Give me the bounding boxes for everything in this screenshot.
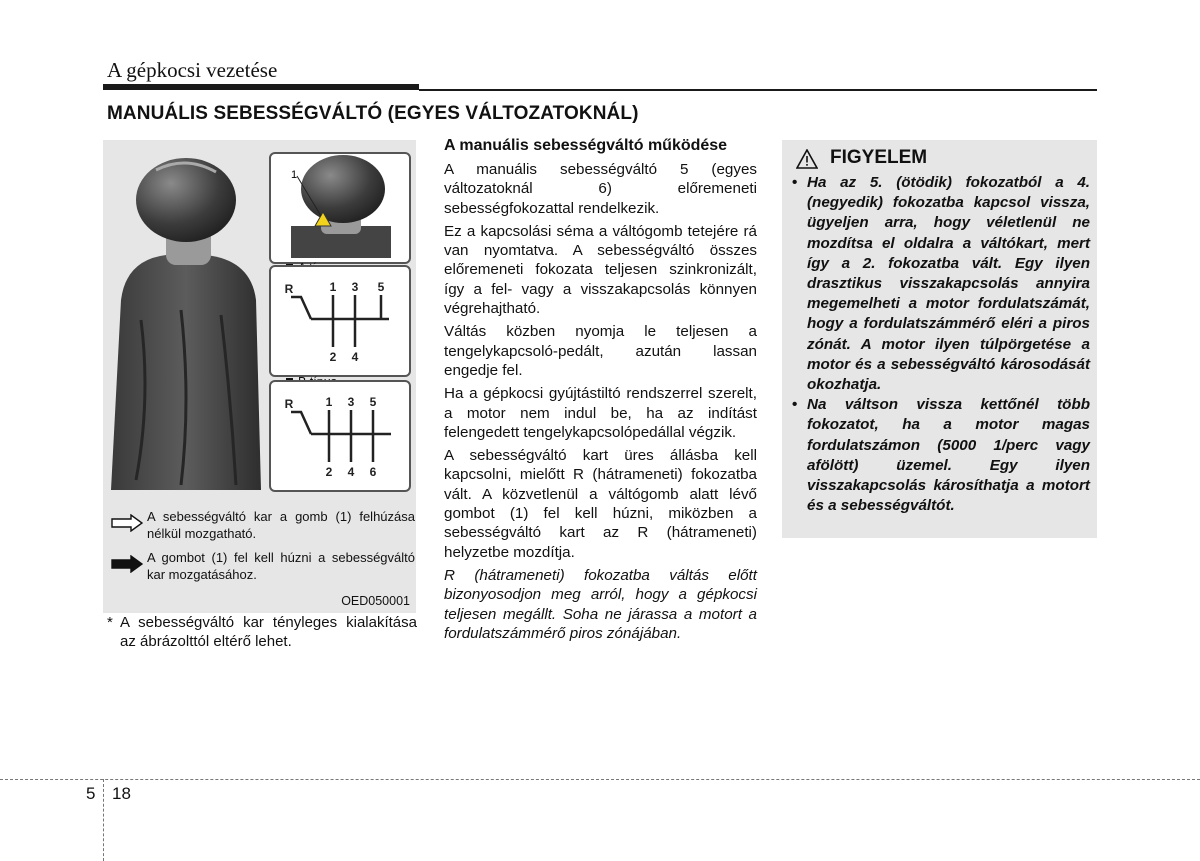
warning-item: • Ha az 5. (ötödik) fokozatból a 4. (negyedik) fokozatba kapcsol vissza, ügyeljen arra, hogy véletlenül ne mozdítsa el oldalra a váltókart, mert így a 2. fokozatba vált. Egy ilyen drasztikus visszakapcsolás annyira megemelheti a motor fordulatszámát, hogy a fordulatszámmérő eléri a piros zónát. A motor ilyen túlpörgetése a motor és a sebességváltó károsodását okozhatja. xyxy=(792,173,1090,395)
outline-arrow-icon xyxy=(111,514,143,532)
solid-arrow-icon xyxy=(111,555,143,573)
warning-item: • Na váltson vissza kettőnél több fokozatot, ha a motor magas fordulatszámon (5000 1/perc vagy afölött) üzemel. Egy ilyen visszakapcsolás károsíthatja a motort és a sebességváltót. xyxy=(792,395,1090,516)
warning-title: FIGYELEM xyxy=(830,147,928,168)
knob-detail-inset xyxy=(269,152,411,264)
paragraph: Váltás közben nyomja le teljesen a tengelykapcsoló-pedált, azután lassan engedje fel. xyxy=(444,323,757,379)
gear-4-label: 4 xyxy=(347,465,355,479)
figure-code: OED050001 xyxy=(341,594,410,608)
gear-5-label: 5 xyxy=(377,280,385,294)
gear-3-label: 3 xyxy=(351,280,359,294)
paragraph: A manuális sebességváltó 5 (egyes változatoknál 6) előremeneti sebességfokozattal rendelkezik. xyxy=(444,161,757,217)
shift-pattern-b-inset xyxy=(269,380,411,492)
warning-list xyxy=(792,173,1090,516)
section-title: MANUÁLIS SEBESSÉGVÁLTÓ (EGYES VÁLTOZATOKNÁL) xyxy=(107,103,639,124)
gear-r-label: R xyxy=(284,282,294,296)
gear-2-label: 2 xyxy=(329,350,337,364)
footnote-text: A sebességváltó kar tényleges kialakítása az ábrázolttól eltérő lehet. xyxy=(120,614,417,650)
gear-lever-illustration xyxy=(111,150,261,490)
page-number: 18 xyxy=(112,784,131,803)
footnote-marker: * xyxy=(107,614,113,631)
gear-3-label: 3 xyxy=(347,395,355,409)
operation-column xyxy=(444,136,757,647)
gear-4-label: 4 xyxy=(351,350,359,364)
warning-triangle-icon xyxy=(796,149,818,169)
shift-pattern-a-inset xyxy=(269,265,411,377)
gear-r-label: R xyxy=(284,397,294,411)
gear-shift-figure xyxy=(103,140,416,613)
gear-1-label: 1 xyxy=(325,395,333,409)
header-rule-thin xyxy=(419,89,1097,91)
callout-number: 1 xyxy=(291,169,298,181)
paragraph: Ez a kapcsolási séma a váltógomb tetejére rá van nyomtatva. A sebességváltó összes előremeneti fokozata teljesen szinkronizált, így a fel- vagy a visszakapcsolás könnyen végrehajtható. xyxy=(444,222,757,318)
footer-divider xyxy=(0,779,1200,780)
gear-2-label: 2 xyxy=(325,465,333,479)
footer-vertical-divider xyxy=(103,779,104,861)
shift-pattern-a-diagram xyxy=(271,267,405,371)
gear-6-label: 6 xyxy=(369,465,377,479)
legend-text-pull-knob: A gombot (1) fel kell húzni a sebességváltó kar mozgatásához. xyxy=(147,550,415,582)
shift-pattern-b-diagram xyxy=(271,382,405,486)
chapter-title: A gépkocsi vezetése xyxy=(107,58,278,82)
warning-box xyxy=(782,140,1097,538)
knob-release-illustration xyxy=(271,154,405,258)
paragraph: Ha a gépkocsi gyújtástiltó rendszerrel szerelt, a motor nem indul be, ha az indítást felengedett tengelykapcsolópedállal végzik. xyxy=(444,385,757,441)
paragraph: A sebességváltó kart üres állásba kell kapcsolni, mielőtt R (hátrameneti) fokozatba vált. A közvetlenül a váltógomb alatt lévő gombot (1) fel kell húzni, miközben a sebességváltó kart az R (hátrameneti) helyzetbe mozdítja. xyxy=(444,447,757,561)
header-rule-thick xyxy=(103,84,419,90)
gear-5-label: 5 xyxy=(369,395,377,409)
legend-text-free-move: A sebességváltó kar a gomb (1) felhúzása nélkül mozgatható. xyxy=(147,509,415,541)
gear-1-label: 1 xyxy=(329,280,337,294)
chapter-number: 5 xyxy=(86,784,96,803)
italic-note: R (hátrameneti) fokozatba váltás előtt bizonyosodjon meg arról, hogy a gépkocsi teljesen megállt. Soha ne járassa a motort a fordulatszámmérő piros zónájában. xyxy=(444,566,757,642)
operation-heading: A manuális sebességváltó működése xyxy=(444,137,728,154)
